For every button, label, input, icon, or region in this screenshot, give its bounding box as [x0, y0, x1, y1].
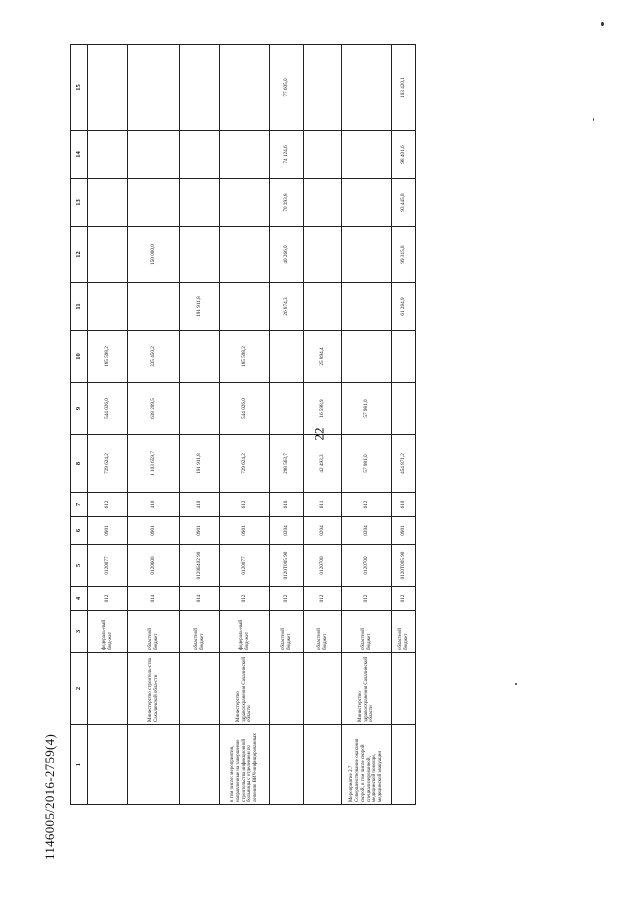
table-cell-13: 70 393,8	[270, 179, 304, 227]
table-cell-13	[342, 179, 392, 227]
col-header: 4	[71, 587, 88, 611]
table-cell-10	[180, 331, 220, 383]
col-header: 12	[71, 227, 88, 283]
scan-speck	[601, 22, 604, 26]
table-cell-15	[342, 45, 392, 131]
table-cell-9: 544 026,0	[220, 383, 270, 435]
table-cell-10: 185 598,2	[88, 331, 128, 383]
col-header: 6	[71, 517, 88, 545]
table-cell-6: 0204	[270, 517, 304, 545]
table-cell-7: 610	[270, 493, 304, 517]
col-header: 13	[71, 179, 88, 227]
table-cell-5: 0120Т005 90	[270, 545, 304, 587]
table-cell-9	[270, 383, 304, 435]
page-number: 22	[311, 427, 327, 441]
col-header: 14	[71, 131, 88, 179]
col-header: 7	[71, 493, 88, 517]
table-cell-15	[180, 45, 220, 131]
table-cell-5: 0120600	[128, 545, 180, 587]
table-cell-12: 150 000,0	[128, 227, 180, 283]
table-cell-11	[88, 283, 128, 331]
col-header: 15	[71, 45, 88, 131]
budget-table	[70, 44, 416, 805]
table-cell-7: 410	[180, 493, 220, 517]
table-cell-8: 57 981,0	[342, 435, 392, 493]
table-cell-2: Министерство строитель-ства Сахалинской обла-сти	[128, 653, 180, 725]
table-cell-11	[220, 283, 270, 331]
table-cell-9: 57 981,0	[342, 383, 392, 435]
table-cell-8: 729 624,2	[88, 435, 128, 493]
table-cell-2: Министерство здравоохранения Сахалинской области	[220, 653, 270, 725]
table-row	[88, 45, 128, 805]
table-cell-6: 0901	[128, 517, 180, 545]
col-header: 10	[71, 331, 88, 383]
table-cell-3: областной бюджет	[392, 611, 416, 653]
table-cell-2	[88, 653, 128, 725]
table-cell-10	[342, 331, 392, 383]
header-row	[71, 45, 88, 805]
table-cell-11	[128, 283, 180, 331]
table-cell-10: 185 598,2	[220, 331, 270, 383]
table-cell-1: Мероприятие 2.7 Совершенствование оказания скорой, в том числе скорой специализированной, медицинской помощи, медицинской эвакуации	[342, 725, 392, 805]
table-cell-4: 012	[392, 587, 416, 611]
col-header: 8	[71, 435, 88, 493]
table-cell-14	[220, 131, 270, 179]
table-cell-4: 014	[180, 587, 220, 611]
col-header: 11	[71, 283, 88, 331]
table-cell-11: 61 284,9	[392, 283, 416, 331]
table-cell-2	[180, 653, 220, 725]
table-cell-15: 103 420,1	[392, 45, 416, 131]
table-row	[220, 45, 270, 805]
table-cell-13	[88, 179, 128, 227]
scan-speck	[593, 118, 594, 121]
table-cell-6: 0204	[342, 517, 392, 545]
table-cell-8: 729 624,2	[220, 435, 270, 493]
col-header: 9	[71, 383, 88, 435]
table-wrapper	[70, 45, 409, 805]
table-cell-13	[304, 179, 342, 227]
table-cell-14	[342, 131, 392, 179]
table-cell-1	[270, 725, 304, 805]
table-cell-5: 0120700	[342, 545, 392, 587]
table-cell-8: 454 871,2	[392, 435, 416, 493]
table-row	[392, 45, 416, 805]
table-row	[342, 45, 392, 805]
table-cell-3: областной бюджет	[128, 611, 180, 653]
table-cell-1	[88, 725, 128, 805]
table-cell-12: 99 315,8	[392, 227, 416, 283]
table-cell-10	[392, 331, 416, 383]
table-cell-1	[180, 725, 220, 805]
table-cell-8: 298 563,7	[270, 435, 304, 493]
table-cell-5: 0120077	[220, 545, 270, 587]
table-cell-5: 0120Т005 90	[392, 545, 416, 587]
table-cell-6: 0901	[88, 517, 128, 545]
table-cell-11: 191 911,8	[180, 283, 220, 331]
table-cell-5: 0120700	[304, 545, 342, 587]
scan-speck	[515, 683, 517, 685]
table-cell-10: 25 894,4	[304, 331, 342, 383]
table-cell-4: 012	[304, 587, 342, 611]
table-cell-15	[220, 45, 270, 131]
table-row	[128, 45, 180, 805]
table-cell-11: 26 874,3	[270, 283, 304, 331]
table-cell-10: 335 450,2	[128, 331, 180, 383]
table-cell-15	[88, 45, 128, 131]
table-cell-1	[128, 725, 180, 805]
table-cell-7: 410	[128, 493, 180, 517]
table-cell-2	[304, 653, 342, 725]
table-cell-2	[270, 653, 304, 725]
table-cell-3: областной бюджет	[342, 611, 392, 653]
table-cell-14: 74 124,6	[270, 131, 304, 179]
table-cell-12	[220, 227, 270, 283]
table-cell-5: 0120Б402 90	[180, 545, 220, 587]
table-cell-9	[392, 383, 416, 435]
table-cell-3: областной бюджет	[304, 611, 342, 653]
col-header: 3	[71, 611, 88, 653]
table-cell-7: 612	[220, 493, 270, 517]
table-cell-12	[88, 227, 128, 283]
table-cell-3: федераль-ный бюд-жет	[220, 611, 270, 653]
table-cell-9	[180, 383, 220, 435]
table-cell-9: 618 209,5	[128, 383, 180, 435]
table-cell-13: 93 445,8	[392, 179, 416, 227]
table-cell-14	[128, 131, 180, 179]
table-cell-2	[392, 653, 416, 725]
table-cell-7: 612	[88, 493, 128, 517]
table-cell-3: областной бюджет	[270, 611, 304, 653]
table-cell-6: 0901	[180, 517, 220, 545]
table-cell-8: 42 493,3	[304, 435, 342, 493]
table-cell-11	[304, 283, 342, 331]
table-cell-13	[180, 179, 220, 227]
table-cell-13	[128, 179, 180, 227]
table-cell-7: 610	[392, 493, 416, 517]
table-cell-14	[88, 131, 128, 179]
table-cell-4: 012	[270, 587, 304, 611]
table-cell-2: Министерство здравоохранения Сахалинской области	[342, 653, 392, 725]
table-cell-3: областной бюджет	[180, 611, 220, 653]
table-cell-3: федераль-ный бюд-жет	[88, 611, 128, 653]
table-cell-8: 191 911,8	[180, 435, 220, 493]
table-cell-10	[270, 331, 304, 383]
table-cell-9: 544 026,0	[88, 383, 128, 435]
table-row	[180, 45, 220, 805]
table-cell-6: 0901	[220, 517, 270, 545]
table-cell-14: 98 401,6	[392, 131, 416, 179]
col-header: 2	[71, 653, 88, 725]
table-cell-12	[342, 227, 392, 283]
table-cell-12	[304, 227, 342, 283]
table-cell-15: 77 605,0	[270, 45, 304, 131]
table-cell-4: 012	[220, 587, 270, 611]
table-cell-13	[220, 179, 270, 227]
table-row	[304, 45, 342, 805]
table-cell-12	[180, 227, 220, 283]
table-cell-12: 40 266,0	[270, 227, 304, 283]
col-header: 5	[71, 545, 88, 587]
col-header: 1	[71, 725, 88, 805]
table-cell-15	[128, 45, 180, 131]
table-cell-14	[180, 131, 220, 179]
table-cell-8: 1 103 659,7	[128, 435, 180, 493]
table-cell-14	[304, 131, 342, 179]
table-cell-6: 0901	[392, 517, 416, 545]
table-cell-11	[342, 283, 392, 331]
table-cell-4: 012	[88, 587, 128, 611]
table-row	[270, 45, 304, 805]
table-cell-7: 611	[304, 493, 342, 517]
table-cell-7: 612	[342, 493, 392, 517]
table-cell-5: 0120077	[88, 545, 128, 587]
table-cell-1: в том числе: мероприятия, направленные на завершение строительства инфекционной больницы с отделением по лечению ВИЧ-инфицированных	[220, 725, 270, 805]
table-cell-4: 014	[128, 587, 180, 611]
document-code: 1146005/2016-2759(4)	[42, 733, 57, 860]
table-cell-9: 16 598,9	[304, 383, 342, 435]
table-cell-15	[304, 45, 342, 131]
table-cell-4: 012	[342, 587, 392, 611]
table-cell-1	[392, 725, 416, 805]
table-cell-6: 0204	[304, 517, 342, 545]
table-cell-1	[304, 725, 342, 805]
